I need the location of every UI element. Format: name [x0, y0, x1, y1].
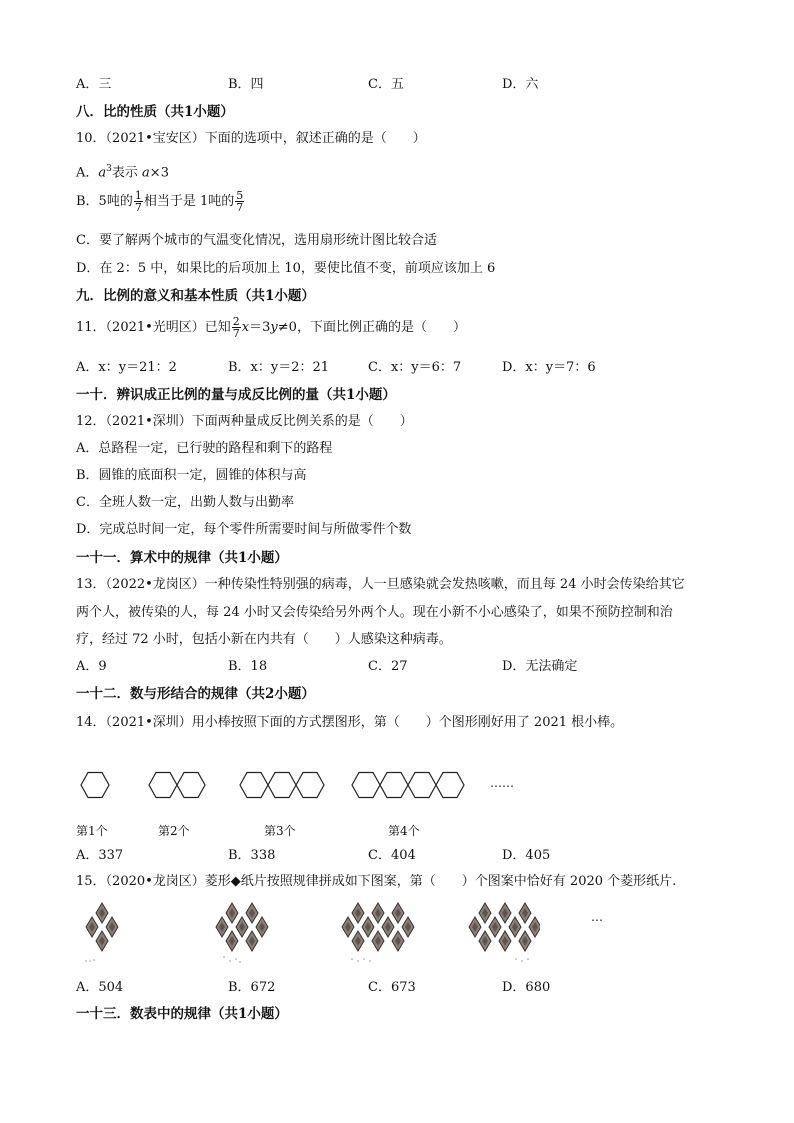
- text: B．5吨的: [76, 194, 133, 209]
- q14-stem: 14．（2021•深圳）用小棒按照下面的方式摆图形，第（ ）个图形刚好用了 2021 根小棒。: [76, 715, 624, 730]
- q14-caption-4: 第4个: [388, 824, 420, 838]
- q10-option-d[interactable]: D．在 2：5 中，如果比的后项加上 10，要使比值不变，前项应该加上 6: [76, 261, 496, 276]
- rhombus-group-2: [216, 903, 268, 951]
- q13-stem-line-3: 疗，经过 72 小时，包括小新在内共有（ ）人感染这种病毒。: [76, 632, 452, 647]
- hexagon-fig4-4: [436, 773, 464, 798]
- q10-option-b[interactable]: [76, 190, 245, 213]
- q14-option-c[interactable]: C．404: [368, 848, 416, 863]
- var-y: y: [270, 320, 278, 335]
- numerator: 2: [232, 315, 240, 328]
- q13-option-a[interactable]: A．9: [76, 659, 107, 674]
- q14-caption-3: 第3个: [264, 824, 296, 838]
- q12-option-d[interactable]: D．完成总时间一定，每个零件所需要时间与所做零件个数: [76, 522, 412, 537]
- q13-options: [76, 658, 716, 676]
- q13-stem-line-2: 两个人，被传染的人，每 24 小时又会传染给另外两个人。现在小新不小心感染了，如果不预防控制和治: [76, 605, 673, 620]
- text: ＝3: [249, 320, 271, 335]
- q9-option-b[interactable]: B．四: [228, 77, 264, 92]
- text: ×3: [149, 165, 169, 181]
- section-heading-11: 一十一．算术中的规律（共1小题）: [76, 550, 288, 566]
- q13-option-c[interactable]: C．27: [368, 659, 408, 674]
- q14-options: [76, 847, 716, 865]
- hexagon-fig4-1: [352, 773, 380, 798]
- q11-option-d[interactable]: D．x：y＝7：6: [502, 360, 596, 375]
- var-a: a: [98, 165, 107, 181]
- hexagon-fig1: [81, 773, 109, 798]
- numerator: 5: [236, 189, 244, 202]
- denominator: 7: [232, 327, 240, 340]
- q15-ellipsis: …: [591, 910, 603, 924]
- q9-options: [76, 76, 716, 94]
- option-letter: A．: [76, 165, 99, 181]
- section-heading-8: 八．比的性质（共1小题）: [76, 104, 234, 120]
- q14-option-a[interactable]: A．337: [76, 848, 124, 863]
- section-heading-13: 一十三．数表中的规律（共1小题）: [76, 1006, 288, 1022]
- text: 11．（2021•光明区）已知: [76, 320, 231, 335]
- q12-stem: 12．（2021•深圳）下面两种量成反比例关系的是（ ）: [76, 414, 413, 429]
- rhombus-group-1: [86, 903, 118, 951]
- denominator: 7: [134, 201, 142, 214]
- hexagon-fig2-2: [177, 773, 205, 798]
- q12-option-a[interactable]: A．总路程一定，已行驶的路程和剩下的路程: [76, 441, 333, 456]
- section-heading-9: 九．比例的意义和基本性质（共1小题）: [76, 288, 315, 304]
- hexagon-pattern-figure: [70, 760, 530, 810]
- q14-option-d[interactable]: D．405: [502, 848, 551, 863]
- q14-ellipsis: ……: [490, 776, 514, 790]
- q9-option-c[interactable]: C．五: [368, 77, 404, 92]
- numerator: 1: [134, 189, 142, 202]
- q15-stem: 15．（2020•龙岗区）菱形◆纸片按照规律拼成如下图案，第（ ）个图案中恰好有 2020 个菱形纸片.: [76, 874, 677, 889]
- q13-option-b[interactable]: B．18: [228, 659, 268, 674]
- q12-option-c[interactable]: C．全班人数一定，出勤人数与出勤率: [76, 495, 294, 510]
- q15-option-a[interactable]: A．504: [76, 980, 124, 995]
- var-a: a: [142, 165, 150, 181]
- rhombus-group-3: [342, 903, 414, 951]
- q12-option-b[interactable]: B．圆锥的底面积一定，圆锥的体积与高: [76, 468, 307, 483]
- q10-stem: 10．（2021•宝安区）下面的选项中，叙述正确的是（ ）: [76, 131, 426, 146]
- q11-stem: [76, 316, 466, 339]
- hexagon-fig4-2: [380, 773, 408, 798]
- hexagon-fig2-1: [149, 773, 177, 798]
- hexagon-fig4-3: [408, 773, 436, 798]
- q14-caption-2: 第2个: [158, 824, 190, 838]
- text: 相当于是 1吨的: [143, 194, 235, 209]
- q15-option-b[interactable]: B．672: [228, 980, 276, 995]
- q11-options: [76, 359, 716, 377]
- section-heading-12: 一十二．数与形结合的规律（共2小题）: [76, 686, 315, 702]
- text: ≠0，下面比例正确的是（ ）: [277, 320, 466, 335]
- q9-option-d[interactable]: D．六: [502, 77, 539, 92]
- text: 表示: [111, 165, 143, 181]
- q10-option-a[interactable]: [76, 160, 169, 182]
- hexagon-fig3-3: [296, 773, 324, 798]
- rhombus-group-4: [469, 903, 540, 951]
- q15-option-d[interactable]: D．680: [502, 980, 551, 995]
- q14-caption-1: 第1个: [76, 824, 108, 838]
- q15-option-c[interactable]: C．673: [368, 980, 416, 995]
- fraction-1-7: [134, 190, 143, 213]
- var-x: x: [241, 320, 250, 335]
- q11-option-b[interactable]: B．x：y＝2：21: [228, 360, 330, 375]
- q13-option-d[interactable]: D．无法确定: [502, 659, 578, 674]
- q10-option-c[interactable]: C．要了解两个城市的气温变化情况，选用扇形统计图比较合适: [76, 233, 437, 248]
- denominator: 7: [236, 201, 244, 214]
- q14-option-b[interactable]: B．338: [228, 848, 276, 863]
- hexagon-fig3-2: [268, 773, 296, 798]
- q13-stem-line-1: 13．（2022•龙岗区）一种传染性特别强的病毒，人一旦感染就会发热咳嗽，而且每 24 小时会传染给其它: [76, 577, 685, 592]
- exponent: 3: [106, 164, 112, 174]
- fraction-5-7: [235, 190, 244, 213]
- q11-option-a[interactable]: A．x：y＝21：2: [76, 360, 177, 375]
- q9-option-a[interactable]: A．三: [76, 77, 112, 92]
- q11-option-c[interactable]: C．x：y＝6：7: [368, 360, 462, 375]
- q15-options: [76, 979, 716, 997]
- hexagon-fig3-1: [240, 773, 268, 798]
- section-heading-10: 一十．辨识成正比例的量与成反比例的量（共1小题）: [76, 387, 396, 403]
- rhombus-pattern-figure: [70, 895, 540, 967]
- fraction-2-7: [232, 316, 241, 339]
